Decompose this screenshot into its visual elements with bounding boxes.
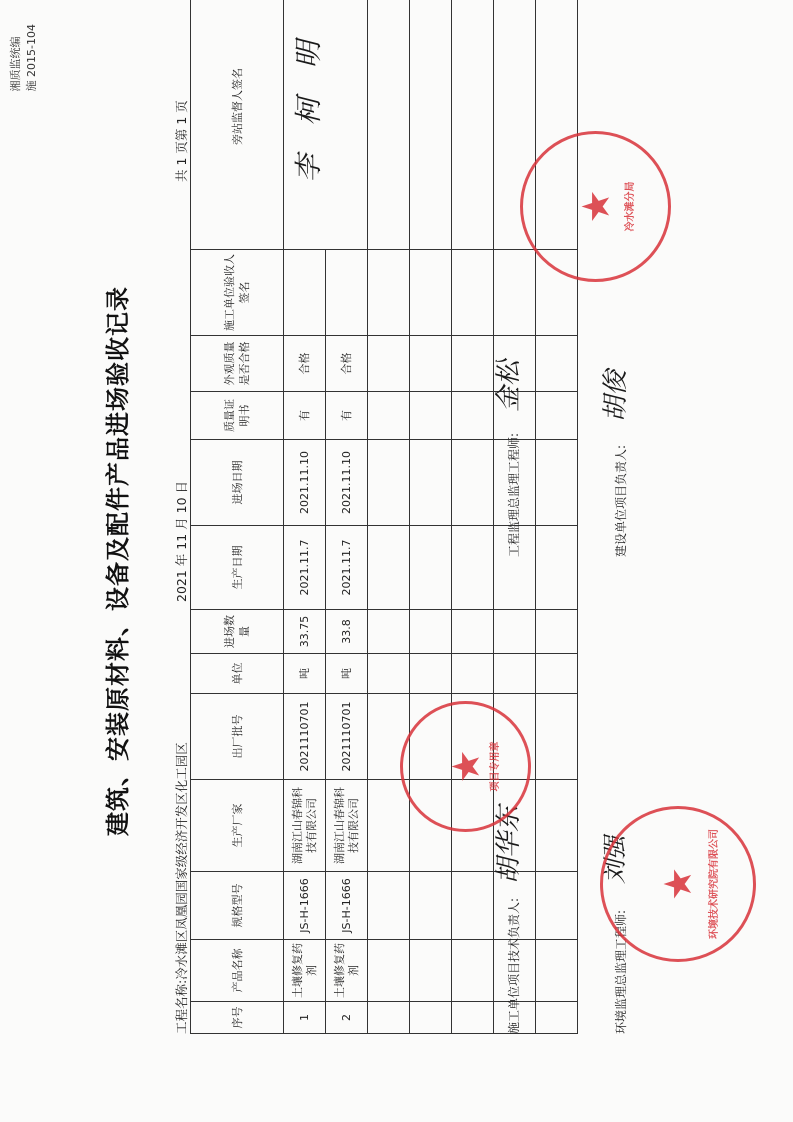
seal-star-icon: ★ — [573, 189, 618, 224]
seal-env-text: 环境技术研究院有限公司 — [709, 829, 720, 939]
cell-entry-date: 2021.11.10 — [284, 440, 326, 526]
cell-cert: 有 — [284, 392, 326, 440]
form-code-line2: 施 2015-104 — [25, 24, 38, 92]
project-name-line — [172, 742, 190, 1034]
cell-name: 土壤修复药剂 — [284, 940, 326, 1002]
cell-appearance: 合格 — [326, 336, 368, 392]
form-code-line1: 湘质监统编 — [9, 36, 22, 92]
seal-construction-text: 项目专用章 — [489, 741, 501, 792]
project-label: 工程名称: — [174, 979, 189, 1034]
page-title: 建筑、安装原材料、设备及配件产品进场验收记录 — [104, 286, 132, 836]
cell-unit: 吨 — [326, 654, 368, 694]
supervisor-signature: 李 柯 明 — [292, 30, 325, 183]
cell-appearance: 合格 — [284, 336, 326, 392]
cell-cert: 有 — [326, 392, 368, 440]
col-header: 进场日期 — [191, 440, 284, 526]
seal-star-icon: ★ — [656, 866, 700, 902]
cell-no: 2 — [326, 1002, 368, 1034]
col-header: 进场数量 — [191, 610, 284, 654]
col-header: 生产日期 — [191, 526, 284, 610]
cell-no: 1 — [284, 1002, 326, 1034]
cell-spec: JS-H-1666 — [284, 872, 326, 940]
cell-maker: 湖南江山春锦科技有限公司 — [284, 780, 326, 872]
cell-prod-date: 2021.11.7 — [326, 526, 368, 610]
col-header: 规格型号 — [191, 872, 284, 940]
owner-sign-label: 建设单位项目负责人: — [614, 444, 628, 557]
cell-spec: JS-H-1666 — [326, 872, 368, 940]
supervision-signature: 金松 — [494, 359, 524, 412]
cell-entry-date: 2021.11.10 — [326, 440, 368, 526]
cell-batch: 2021110701 — [326, 694, 368, 780]
owner-signature: 胡俊 — [601, 369, 631, 422]
col-header: 施工单位验收人签名 — [191, 250, 284, 336]
table-header-row — [191, 0, 284, 1034]
seal-construction — [400, 701, 531, 832]
cell-qty: 33.75 — [284, 610, 326, 654]
col-header: 旁站监督人签名 — [191, 0, 284, 250]
seal-env — [600, 806, 756, 962]
cell-qty: 33.8 — [326, 610, 368, 654]
col-header: 生产厂家 — [191, 780, 284, 872]
env-signature: 刘强 — [601, 836, 629, 884]
table-row-empty — [410, 0, 452, 1034]
col-header: 外观质量是否合格 — [191, 336, 284, 392]
table-row-empty — [368, 0, 410, 1034]
cell-maker: 湖南江山春锦科技有限公司 — [326, 780, 368, 872]
form-code — [8, 24, 40, 91]
cell-prod-date: 2021.11.7 — [284, 526, 326, 610]
page-info: 共 1 页第 1 页 — [174, 100, 189, 182]
record-date: 2021 年 11 月 10 日 — [174, 481, 189, 602]
table-row — [284, 0, 326, 1034]
supervisor-sign-cell — [284, 0, 368, 250]
seal-star-icon: ★ — [443, 749, 488, 784]
col-header: 产品名称 — [191, 940, 284, 1002]
cell-name: 土壤修复药剂 — [326, 940, 368, 1002]
supervision-sign-label: 工程监理总监理工程师: — [507, 432, 521, 557]
cell-receiver-sign — [284, 250, 326, 336]
col-header: 出厂批号 — [191, 694, 284, 780]
cell-unit: 吨 — [284, 654, 326, 694]
cell-receiver-sign — [326, 250, 368, 336]
col-header: 序号 — [191, 1002, 284, 1034]
project-name: 冷水滩区凤凰园国家级经济开发区化工园区 — [174, 742, 189, 980]
seal-owner — [520, 131, 671, 282]
construction-signature: 胡华东 — [494, 805, 524, 884]
col-header: 单位 — [191, 654, 284, 694]
cell-batch: 2021110701 — [284, 694, 326, 780]
env-sign-label: 环境监理总监理工程师: — [614, 909, 628, 1034]
col-header: 质量证明书 — [191, 392, 284, 440]
seal-owner-text: 冷水滩分局 — [625, 181, 637, 232]
construction-sign-label: 施工单位项目技术负责人: — [507, 897, 521, 1034]
